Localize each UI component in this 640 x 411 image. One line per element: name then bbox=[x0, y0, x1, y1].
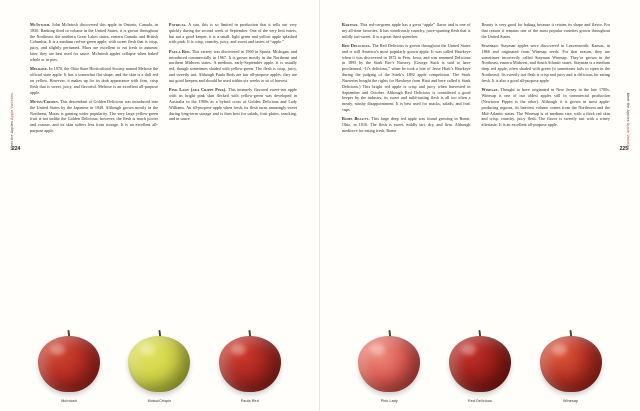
left-column-1 bbox=[30, 22, 158, 137]
apple-body-shape bbox=[128, 336, 190, 392]
apple-photo-paula-red bbox=[211, 330, 289, 403]
entry-body: Beauty is very good for baking because it retains its shape and flavor. For that reason it remains one of the most popular varieties grown throughout the United States. bbox=[481, 22, 610, 39]
entry-body: This large deep red apple was found growing in Rome, Ohio, in 1816. The flesh is sweet, mildly tart, dry, and firm. Although mediocre for eating fresh, Rome bbox=[342, 116, 471, 133]
entry-mutsu-crispin bbox=[30, 99, 158, 134]
apple-caption: Pink Lady bbox=[380, 399, 398, 403]
entry-body: This intensely flavored sweet-tart apple with its bright pink skin flecked with yellow-green was developed in Australia in the 1980s as a hybrid cross of Golden Delicious and Lady Williams. An all-purpose apple when fresh, its flesh turns amazingly sweet during long-term storage and is then best for salads, fruit plates, snacking, and in sauce. bbox=[169, 87, 297, 122]
entry-lead: Pink Lady (aka Cripps Pink). bbox=[169, 87, 227, 93]
left-page-columns bbox=[0, 0, 319, 137]
apple-caption: Winesap bbox=[563, 399, 579, 403]
running-head-left-accent: Apple Varieties bbox=[10, 92, 14, 120]
entry-body: Stayman apples were discovered in Leavenworth, Kansas, in 1866 and originated from Winesap seeds. For that reason, they are sometimes incorrectly called Stayman Winesap. They’re grown in the Northeast, eastern Midwest, and South Atlantic states. Stayman is a medium deep red apple, often shaded with green (it sometimes fails to ripen in the Northeast). Its sweetly tart flesh is crisp and juicy and is delicious for eating fresh. It is also a good all-purpose apple. bbox=[481, 43, 610, 83]
entry-patricia bbox=[169, 22, 297, 45]
page-number-left: 224 bbox=[12, 146, 21, 152]
apple-icon bbox=[219, 330, 281, 392]
entry-red-delicious bbox=[342, 43, 471, 113]
apple-body-shape bbox=[540, 336, 602, 392]
apple-photo-pink-lady bbox=[350, 330, 428, 403]
apple-caption: Paula Red bbox=[240, 399, 259, 403]
apple-caption: Mutsu/Crispin bbox=[147, 399, 172, 403]
entry-raritan bbox=[342, 22, 471, 39]
entry-body: This descendant of Golden Delicious was introduced into the United States by the Japanese in 1948. Although grown mostly in the Northeast, Mutsu is gaining wider popularity. The very large yellow-green fruit is not unlike the Golden Delicious; however, the flesh is much juicier and coarser, and its skin suffers less from storage. It is an excellent all-purpose apple. bbox=[30, 98, 158, 133]
apple-photo-winesap bbox=[532, 330, 610, 403]
apple-icon bbox=[540, 330, 602, 392]
apple-icon bbox=[449, 330, 511, 392]
entry-melrose bbox=[30, 66, 158, 95]
apple-photo-mutsu bbox=[120, 330, 198, 403]
entry-lead: McIntosh. bbox=[30, 22, 51, 27]
apple-body-shape bbox=[219, 336, 281, 392]
running-head-right-accent: Apple Varieties bbox=[626, 122, 630, 150]
running-head-left bbox=[10, 93, 14, 150]
right-column-2 bbox=[482, 22, 611, 137]
entry-lead: Red Delicious. bbox=[342, 43, 371, 49]
apple-caption: McIntosh bbox=[61, 399, 78, 403]
entry-body: This red-on-green apple has a great “apple” flavor and is one of my all-time favorites. It has wondrously crunchy, juice-spurting flesh that is mildly tart-sweet. It is a great thirst quencher. bbox=[342, 22, 471, 39]
entry-lead: Mutsu/Crispin. bbox=[30, 98, 59, 104]
left-page-photos bbox=[0, 281, 319, 411]
right-page bbox=[320, 0, 640, 411]
entry-lead: Patricia. bbox=[169, 22, 187, 27]
entry-winesap bbox=[482, 87, 611, 128]
right-page-photos bbox=[320, 281, 640, 411]
apple-body-shape bbox=[358, 336, 420, 392]
apple-body-shape bbox=[449, 336, 511, 392]
entry-rome-beauty bbox=[342, 116, 471, 133]
entry-body: John McIntosh discovered this apple in Ontario, Canada, in 1830. Ranking third in volume in the United States, it is grown throughout the Northeast, the northern Great Lakes states, eastern Canada, and British Columbia. It is a medium red-on-green apple, with sweet flesh that is crisp, juicy, and slightly perfumed. Macs are excellent to eat fresh in autumn; later, they are best used for sauce. McIntosh apples collapse when baked whole or in pies. bbox=[30, 22, 158, 62]
apple-icon bbox=[38, 330, 100, 392]
entry-lead: Paula Red. bbox=[169, 48, 191, 54]
entry-body: In 1970, the Ohio State Horticultural Society named Melrose the official state apple. It has a somewhat flat shape, and the skin is a dull red on yellow. However, it makes up for its drab appearance with firm, crisp flesh that is sweet, juicy, and flavorful. Melrose is an excellent all-purpose apple. bbox=[30, 66, 158, 95]
entry-body: Thought to have originated in New Jersey in the late 1700s, Winesap is one of our oldest apples still in commercial production (Newtown Pippin is the other). Although it is grown in most apple-producing regions, its heaviest volume comes from the Northwest and the Mid-Atlantic states. The Winesap is of medium size, with a thick red skin and crisp, crunchy, juicy flesh. The flavor is sweetly tart with a winey aftertaste. It is an excellent all-purpose apple. bbox=[481, 87, 610, 128]
apple-icon bbox=[128, 330, 190, 392]
entry-body: This variety was discovered in 1960 in Sparta, Michigan, and introduced commercially in 1967. It is grown mostly in the Northeast and northern Midwest states. A medium, early-September apple, it is usually red, though sometimes shaded with yellow-green. The flesh is crisp, juicy, and sweetly tart. Although Paula Reds are fair all-purpose apples, they are not good keepers and should be used within six weeks or so of harvest. bbox=[169, 48, 297, 83]
entry-pink-lady bbox=[169, 87, 297, 122]
entry-mcintosh bbox=[30, 22, 158, 63]
left-column-2 bbox=[169, 22, 297, 137]
right-column-1 bbox=[342, 22, 471, 137]
entry-lead: Stayman. bbox=[481, 43, 499, 49]
apple-icon bbox=[358, 330, 420, 392]
page-number-right: 225 bbox=[619, 146, 628, 152]
running-head-right bbox=[626, 93, 630, 150]
apple-photo-mcintosh bbox=[30, 330, 108, 403]
apple-caption: Red Delicious bbox=[467, 399, 492, 403]
apple-body-shape bbox=[38, 336, 100, 392]
apple-photo-red-delicious bbox=[441, 330, 519, 403]
entry-lead: Raritan. bbox=[342, 22, 359, 27]
entry-lead: Rome Beauty. bbox=[342, 116, 370, 122]
entry-body: The Red Delicious is grown throughout the United States and is still America’s most popularly grown apple. It was called Hawkeye when it was discovered in 1872 in Peru, Iowa, and was renamed Delicious in 1895 by the Stark Bro’s Nursery. (George Stark is said to have proclaimed, “It’s delicious,” when he took a bite of Jesse Hiatt’s Hawkeye during the judging of the Stark’s 1892 apple competition. The Stark Nurseries bought the rights for Hawkeye from Hiatt and here called it Stark Delicious.) This bright red apple is crisp and juicy when harvested in September and October. Although Red Delicious is considered a good keeper by the industry, its sweet and mild-tasting flesh is all too often a mealy, mushy disappointment. It is best used for snacks, salads, and fruit cups. bbox=[342, 43, 471, 112]
entry-lead: Winesap. bbox=[481, 87, 499, 93]
right-page-columns bbox=[320, 0, 640, 137]
entry-paula-red bbox=[169, 49, 297, 84]
entry-body: A star, this is so limited in production that it sells out very quickly during the second week of September. One of the very best eaters, but not a good keeper, it is a small, light green and yellow apple splashed with pink. It is crisp, crunchy, juicy, and sweet and tastes of “apple.” bbox=[169, 22, 297, 45]
running-head-right-prefix: Meet the Apples bbox=[626, 92, 630, 122]
running-head-left-prefix: Meet the Apples bbox=[10, 120, 14, 150]
entry-lead: Melrose. bbox=[30, 66, 49, 72]
entry-rome-beauty-continued bbox=[482, 22, 611, 39]
entry-stayman bbox=[482, 43, 611, 84]
